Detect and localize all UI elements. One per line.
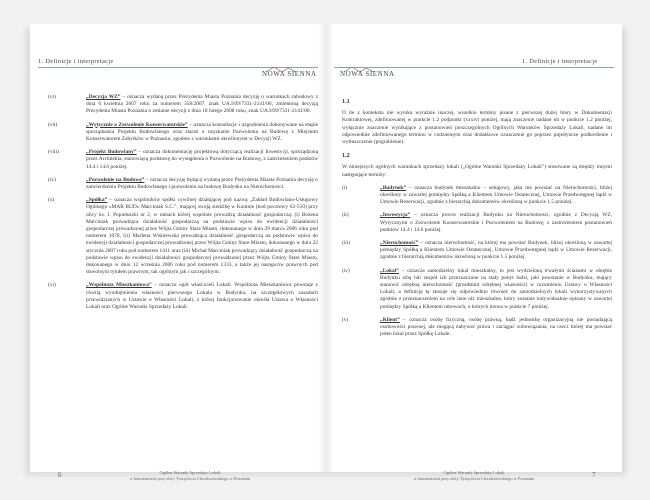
definition-text: – oznacza konsultacje i uzgodnienia dokonywane na etapie sporządzania Projektu Budowlanego oraz starań o uzyskanie Pozwolenia na Budowę z Miejskim Konserwatorem Zabytków w Poznaniu, zgodnie z warunkami określonymi w Decyzji WZ. — [86, 121, 318, 143]
definition-term: „Pozwolenie na Budowę” — [86, 176, 145, 183]
definition-body — [86, 197, 318, 276]
definition-body — [380, 240, 612, 262]
definition-number: (iii) — [342, 240, 351, 247]
definition-term: „Spółka” — [86, 197, 108, 204]
definition-body — [380, 317, 612, 339]
left-page-number: 6 — [58, 471, 62, 479]
section-1-1-number: 1.1 — [342, 98, 350, 105]
right-header-title: 1. Definicje i interpretacje — [522, 58, 598, 65]
definition-item — [48, 177, 318, 191]
definition-item — [342, 212, 612, 234]
definition-body — [86, 149, 318, 171]
definition-number: (ii) — [342, 212, 349, 219]
section-1-2-number: 1.2 — [342, 152, 350, 160]
definition-item — [48, 149, 318, 171]
definition-term: „Wspólnota Mieszkaniowa” — [86, 282, 152, 289]
definition-term: „Lokal” — [380, 267, 399, 274]
right-content — [342, 92, 612, 344]
definition-item — [48, 197, 318, 276]
definition-item — [342, 240, 612, 262]
definition-body — [86, 282, 318, 311]
definition-term: „Budynek” — [380, 184, 407, 191]
definition-text: – oznacza proces realizacji Budynku na Nieruchomości, zgodnie z Decyzją WZ, Wytycznymi o Zezwolenie Konserwatorskie i Pozwoleniem na Budowę, z zastrzeżeniem postanowień punktów 14.4 i 14.6 poniżej. — [380, 212, 612, 233]
definition-item — [48, 94, 318, 116]
right-footer-line2: w kamienicach przy ulicy Tysiąclecia Chwalszewskiego w Poznaniu — [413, 475, 535, 481]
book-gutter — [318, 24, 334, 472]
right-logo: NOWA SIENNA — [340, 70, 395, 78]
definition-text: – oznacza dokumentację projektową dotyczącą realizacji Inwestycji, sporządzoną przez Architekta, stanowiącą podstawę do wystąpienia o Pozwolenie na Budowę, z zastrzeżeniem punktów 14.4 i 14.6 poniżej. — [86, 149, 318, 170]
definition-number: (iv) — [342, 267, 350, 274]
left-footer-line2: w kamienicach przy ulicy Tysiąclecia Chwalszewskiego w Poznaniu — [129, 475, 251, 481]
definition-number: (xi) — [48, 282, 56, 289]
definition-body — [86, 122, 318, 144]
definition-number: (vi) — [48, 94, 56, 100]
left-page — [30, 24, 326, 481]
right-footer — [374, 470, 574, 481]
definition-text: – oznacza wydaną przez Prezydenta Miasta Poznania decyzję o warunkach zabudowy z dnia 6 kwietnia 2007 roku za numerem 358/2007, znak UA.I/09/7331-2141/06, zmienioną decyzją Prezydenta Miasta Poznania o zmianie decyzji z dnia 18 lutego 2008 roku, znak UA.I/09/7331-2141/06. — [86, 94, 318, 115]
definition-term: „Nieruchomość” — [380, 240, 419, 247]
definition-term: „Wytycznie o Zezwolenie Konserwatorskie” — [86, 121, 188, 128]
definition-body — [380, 212, 612, 234]
left-footer-line1: Ogólne Warunki Sprzedaży Lokali — [159, 470, 221, 475]
right-footer-line1: Ogólne Warunki Sprzedaży Lokali — [443, 470, 505, 475]
definition-text: – oznacza ogół właścicieli Lokali. Wspólnota Mieszkaniowa powstaje z chwilą wyodrębnienia własności pierwszego Lokalu w Budynku, na szczegółowych zasadach przewidzianych w Ustawie o Własności Lokali, z której funkcjonowanie określa Ustawa o Własności Lokali oraz Ogólne Warunki Sprzedaży Lokali. — [86, 282, 318, 311]
definition-number: (vii) — [48, 121, 58, 128]
definition-item — [342, 268, 612, 311]
definition-text: – oznacza budynek mieszkalno – usługowy, jaka ma powstać na Nieruchomości, bliżej określony w zawartej pomiędzy Spółką a Klientem Umowie Ostatecznej, Umowie Przedwstępnej bądź w Umowie Rezerwacji, zgodnie z hierarchią dokumentów określoną w punkcie 1.5 poniżej. — [380, 184, 612, 206]
definition-text: – oznacza decyzję będącą wydaną przez Prezydenta Miasta Poznania decyzję o zatwierdzeniu Projektu Budowlanego i pozwoleniu na budowę Budynku na Nieruchomości. — [86, 176, 318, 191]
definition-number: (i) — [342, 184, 348, 191]
right-page — [326, 24, 622, 481]
definition-body — [380, 185, 612, 207]
definition-body — [380, 268, 612, 311]
definition-number: (viii) — [48, 149, 59, 156]
left-header-title: 1. Definicje i interpretacje — [38, 58, 114, 65]
definition-term: „Inwestycja” — [380, 212, 411, 219]
definition-body — [86, 94, 318, 116]
left-content — [48, 94, 318, 317]
definition-term: „Klient” — [380, 316, 400, 323]
right-page-number: 7 — [592, 471, 596, 479]
definition-item — [342, 317, 612, 339]
section-1-2-intro: W niniejszych ogólnych warunkach sprzedaży lokali („Ogólne Warunki Sprzedaży Lokali”) stosowane są między innymi następujące terminy: — [342, 164, 612, 178]
definition-item — [48, 122, 318, 144]
left-footer — [90, 470, 290, 481]
right-header-rule — [334, 67, 614, 68]
definition-text: – oznacza osobę fizyczną, osobę prawną, bądź jednostkę organizacyjną nie posiadającą osobowości prawnej, ale mogącą nabywać prawa i zaciągać zobowiązania, na rzecz której ma powstać jeden lokal przez Spółkę Lokale. — [380, 316, 612, 338]
definition-number: (v) — [342, 316, 349, 323]
definition-term: „Decyzja WZ” — [86, 94, 121, 100]
definition-text: – oznacza nieruchomość, na której ma powstać Budynek, bliżej określoną w zawartej pomiędzy Spółką a Klientem Umowie Ostatecznej, Umowie Przedwstępnej bądź w Umowie Rezerwacji, zgodnie z hierarchią dokumentów określoną w punkcie 1.5 poniżej. — [380, 240, 612, 261]
definition-number: (ix) — [48, 176, 56, 183]
left-logo: NOWA SIENNA — [262, 70, 317, 78]
definition-item — [342, 185, 612, 207]
definition-item — [48, 282, 318, 311]
definition-text: – oznacza wspólników spółki cywilnej działającej pod nazwą „Zakład Budowlano-Usługowy Ogólnego «MAR BUD» Marciniak S.C.”, mającej swoją siedzibę w Koninie (kod pocztowy 62-510) przy ulicy ks. J. Popiełuszki nr 2, w ramach której wspólnie prowadzą działalność gospodarczą: (i) Bożena Marciniak prowadząca działalność gospodarczą na podstawie wpisu do ewidencji działalności gospodarczej prowadzonej przez Wójta Gminy Stare Miasto, dokonanego w dniu 29 marca 2006 roku pod numerem 1078, (ii) Marlena Wiśniewska prowadząca działalność gospodarczą na podstawie wpisu do ewidencji działalności gospodarczej prowadzonej przez Wójta Gminy Stare Miasto, dokonanego w dniu 22 stycznia 2007 roku pod numerem 1411 oraz (iii) Michał Marciniak prowadzący działalność gospodarczą na podstawie wpisu do ewidencji działalności gospodarczej prowadzonej przez Wójta Gminy Stare Miasto, dokonanego w dniu 12 września 2006 roku pod numerem 1333, a także jej następców prawnych pod dowolnym tytułem prawnym, tak ogólnym jak i szczególnym. — [86, 197, 318, 276]
definition-text: – oznacza samodzielny lokal mieszkalny, to jest wydzieloną trwałymi ścianami w obrębie Budynku izbę lub zespół izb przeznaczone na stały pobyt ludzi, jaki powstanie w Budynku, mający stanowić odrębną nieruchomość (przedmiot odrębnej własności) w rozumieniu Ustawy o Własności Lokali, a definicję tę stosuje się odpowiednio również do samodzielnych lokali wykorzystywanych zgodnie z przeznaczeniem na cele inne niż mieszkalne, który zostanie indywidualnie opisany w zawartej pomiędzy Spółką a Klientem umowach, o których mowa w punkcie 7 poniżej. — [380, 267, 612, 310]
definition-number: (x) — [48, 197, 55, 204]
definition-term: „Projekt Budowlany” — [86, 149, 137, 156]
section-1-1-text: O ile z kontekstu nie wynika wyraźnie inaczej, wszelkie terminy pisane z pierwszej dużej litery w Dokumentacji Kontraktowej, zdefiniowanej w punkcie 1.2 podpunkt (xxxiv) poniżej, mają znaczenie nadane im w punkcie 1.2 poniżej, wyłącznie znaczenie wynikające z postanowień poszczególnych Ogólnych Warunków Sprzedaży Lokali, nadane im odpowiednie zdefiniowanego terminu w codziennym oraz dodatkowe oznaczenie go poprzez pojedyncze podkreślenie i wytłuszczenie (pogrubienie). — [342, 110, 612, 146]
definition-body — [86, 177, 318, 191]
